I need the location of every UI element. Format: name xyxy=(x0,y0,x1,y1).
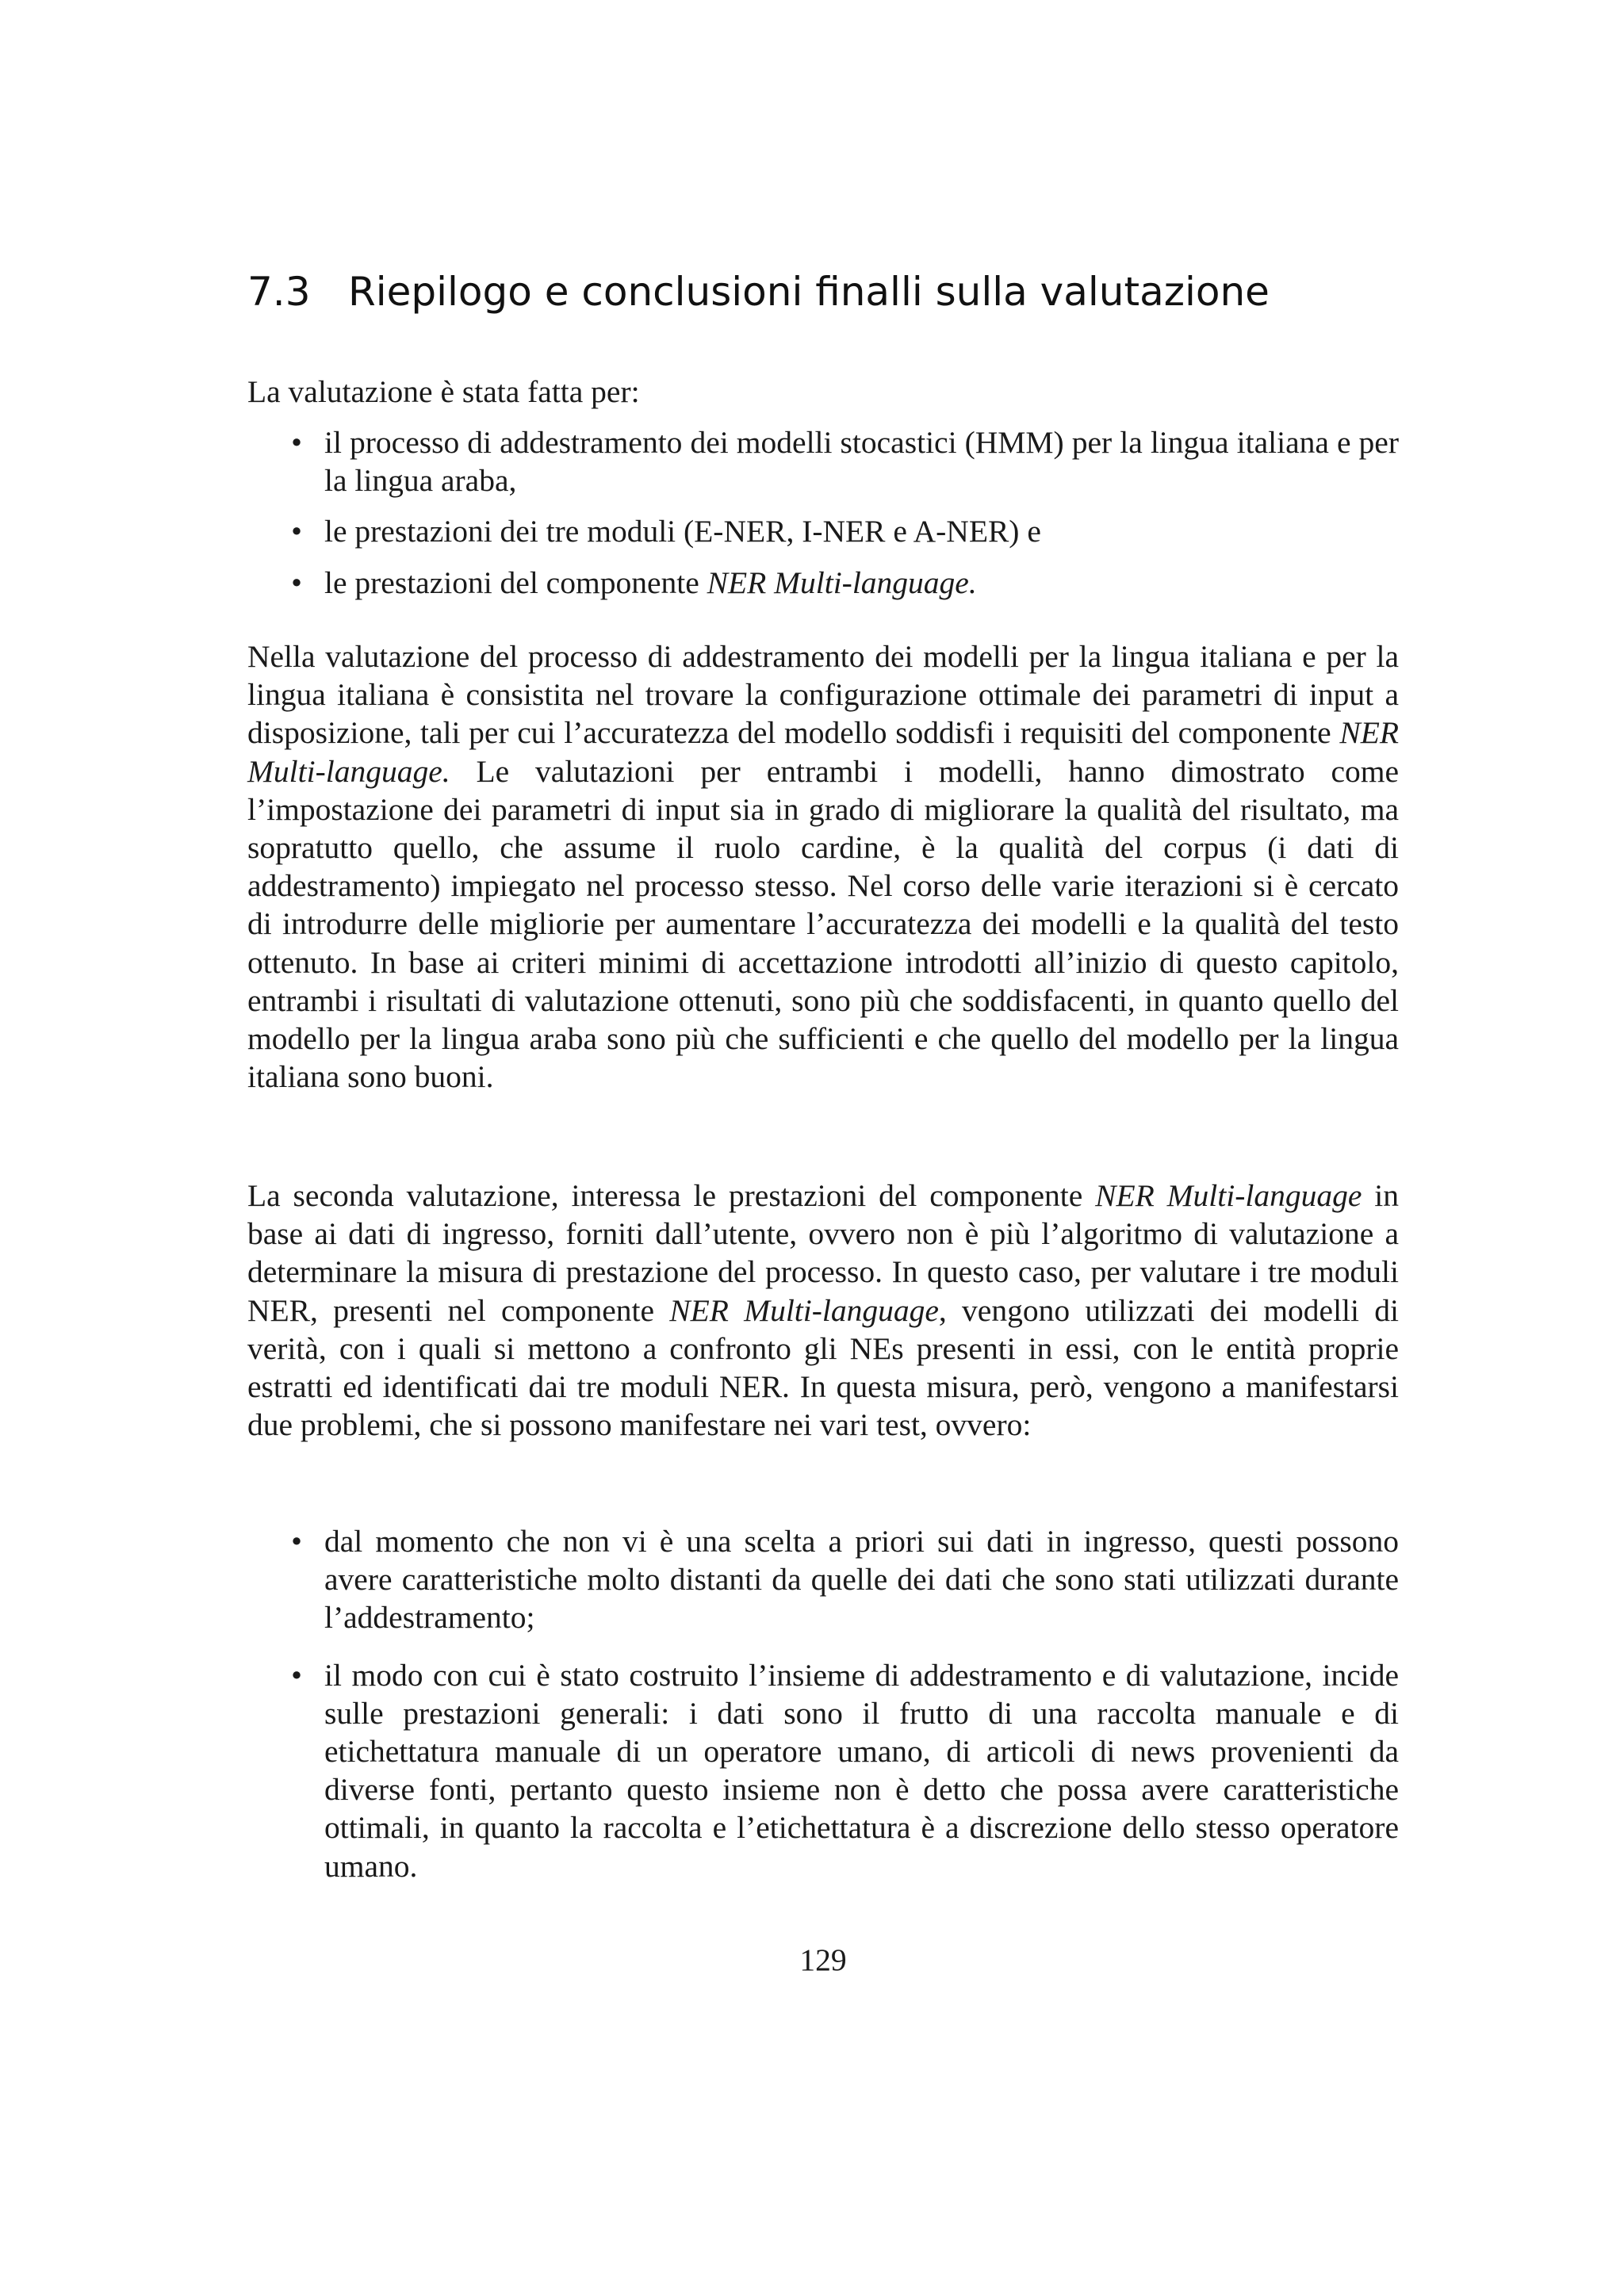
list-item-text: le prestazioni dei tre moduli (E-NER, I-NER e A-NER) e xyxy=(324,514,1041,549)
list-item-text: le prestazioni del componente NER Multi-language. xyxy=(324,564,977,600)
list-item-text: dal momento che non vi è una scelta a priori sui dati in ingresso, questi possono avere caratteristiche molto distanti da quelle dei dati che sono stati utilizzati durante l’addestramento; xyxy=(324,1524,1399,1636)
italic-term: NER Multi-language xyxy=(1095,1178,1362,1213)
page-number: 129 xyxy=(799,1942,847,1977)
list-item xyxy=(247,423,1399,499)
list-item-text: il modo con cui è stato costruito l’insieme di addestramento e di valutazione, incide sulle prestazioni generali: i dati sono il frutto di una raccolta manuale e di etichettatura manuale di un operatore umano, di articoli di news provenienti da diverse fonti, pertanto questo insieme non è detto che possa avere caratteristiche ottimali, in quanto la raccolta e l’etichettatura è a discrezione dello stesso operatore umano. xyxy=(324,1657,1399,1884)
bullet-icon: • xyxy=(291,1524,302,1559)
intro-text: La valutazione è stata fatta per: xyxy=(247,374,640,409)
list-item xyxy=(247,1656,1399,1885)
paragraph-component-evaluation xyxy=(247,1177,1399,1444)
bullet-icon: • xyxy=(291,1657,302,1693)
paragraph-training-evaluation xyxy=(247,637,1399,1096)
italic-term: NER Multi-language. xyxy=(707,564,977,600)
section-number: 7.3 xyxy=(247,269,311,315)
bullet-icon: • xyxy=(291,564,302,600)
problems-bullet-list xyxy=(247,1522,1399,1885)
problems-list xyxy=(247,1522,1399,1885)
bullet-icon: • xyxy=(291,425,302,460)
section-heading xyxy=(247,266,1270,317)
italic-term: NER Multi-language xyxy=(669,1292,939,1328)
list-item-text: il processo di addestramento dei modelli stocastici (HMM) per la lingua italiana e per la lingua araba, xyxy=(324,425,1399,499)
evaluation-bullet-list xyxy=(247,423,1399,602)
paragraph-text: La seconda valutazione, interessa le prestazioni del componente NER Multi-language in base ai dati di ingresso, forniti dall’utente, ovvero non è più l’algoritmo di valutazione a determinare la misura di prestazione del processo. In questo caso, per valutare i tre moduli NER, presenti nel componente NER Multi-language, vengono utilizzati dei modelli di verità, con i quali si mettono a confronto gli NEs presenti in essi, con le entità proprie estratti ed identificati dai tre moduli NER. In questa misura, però, vengono a manifestarsi due problemi, che si possono manifestare nei vari test, ovvero: xyxy=(247,1178,1400,1443)
list-item xyxy=(247,564,1399,602)
intro-paragraph xyxy=(247,373,1399,411)
italic-term: NER Multi-language. xyxy=(247,715,1399,789)
list-item xyxy=(247,512,1399,550)
list-item xyxy=(247,1522,1399,1637)
evaluation-list xyxy=(247,423,1399,602)
paragraph-text: Nella valutazione del processo di addestramento dei modelli per la lingua italiana e per la lingua italiana è consistita nel trovare la configurazione ottimale dei parametri di input a disposizione, tali per cui l’accuratezza del modello soddisfi i requisiti del componente NER Multi-language. Le valutazioni per entrambi i modelli, hanno dimostrato come l’impostazione dei parametri di input sia in grado di migliorare la qualità del risultato, ma sopratutto quello, che assume il ruolo cardine, è la qualità del corpus (i dati di addestramento) impiegato nel processo stesso. Nel corso delle varie iterazioni si è cercato di introdurre delle migliorie per aumentare l’accuratezza dei modelli e la qualità del testo ottenuto. In base ai criteri minimi di accettazione introdotti all’inizio di questo capitolo, entrambi i risultati di valutazione ottenuti, sono più che soddisfacenti, in quanto quello del modello per la lingua araba sono più che sufficienti e che quello del modello per la lingua italiana sono buoni. xyxy=(247,639,1399,1095)
bullet-icon: • xyxy=(291,514,302,549)
section-title: Riepilogo e conclusioni finalli sulla valutazione xyxy=(348,269,1270,315)
